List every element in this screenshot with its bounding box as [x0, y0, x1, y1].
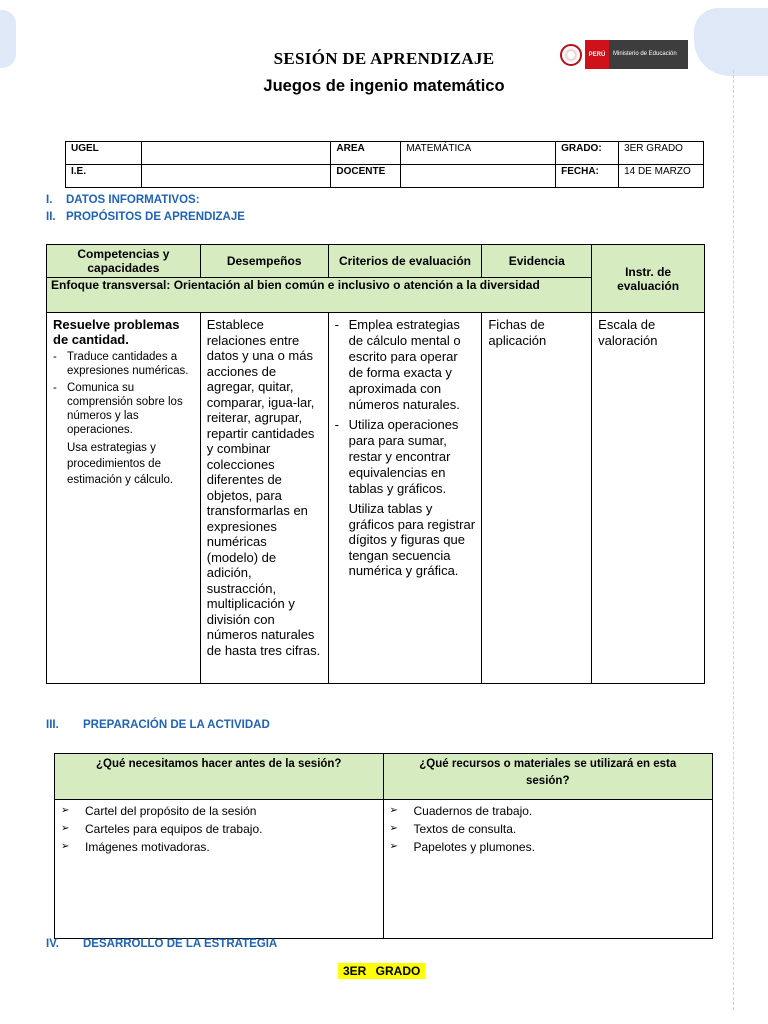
list-item: ➢ Imágenes motivadoras.: [61, 840, 210, 854]
arrow-bullet-icon: ➢: [389, 805, 398, 816]
list-item: ➢ Cuadernos de trabajo.: [389, 804, 533, 818]
ie-value: [141, 165, 330, 188]
section-title: DATOS INFORMATIVOS:: [66, 194, 200, 206]
section-number: IV.: [46, 938, 60, 950]
prep-header-before: ¿Qué necesitamos hacer antes de la sesión?: [55, 754, 384, 800]
list-item: ➢ Papelotes y plumones.: [389, 840, 535, 854]
prep-before-list: [55, 800, 384, 939]
list-item: - Utiliza operaciones para para sumar, restar y encontrar equivalencias en tablas y gráficos.: [334, 417, 459, 496]
list-item: - Traduce cantidades a expresiones numéricas.: [53, 351, 189, 377]
grado-value: 3ER GRADO: [619, 142, 704, 165]
header-competencias: Competencias y capacidades: [47, 245, 201, 278]
area-value: MATEMÁTICA: [401, 142, 556, 165]
instrumento-cell: Escala de valoración: [592, 313, 705, 684]
docente-label: DOCENTE: [331, 165, 401, 188]
ugel-label: UGEL: [66, 142, 142, 165]
arrow-bullet-icon: ➢: [389, 841, 398, 852]
list-item: - Emplea estrategias de cálculo mental o escrito para operar de forma exacta y aproximada con números naturales.: [334, 317, 461, 412]
section-number: I.: [46, 194, 53, 206]
section-number: II.: [46, 211, 56, 223]
page-margin-line: [733, 70, 734, 1010]
list-item: ➢ Carteles para equipos de trabajo.: [61, 822, 263, 836]
criterios-cell: [328, 313, 482, 684]
competencias-cell: [47, 313, 201, 684]
docente-value: [401, 165, 556, 188]
header-evidencia: Evidencia: [482, 245, 592, 278]
competencia-title: Resuelve problemas de cantidad.: [53, 317, 180, 347]
header-instrumento: Instr. de evaluación: [592, 245, 705, 313]
prep-header-resources: ¿Qué recursos o materiales se utilizará en esta sesión?: [383, 754, 713, 800]
section-title: DESARROLLO DE LA ESTRATEGIA: [83, 938, 278, 950]
section-title: PROPÓSITOS DE APRENDIZAJE: [66, 211, 245, 223]
logo-ministry: Ministerio de Educación: [609, 40, 688, 69]
purposes-table: [46, 244, 705, 684]
list-item: ➢ Textos de consulta.: [389, 822, 517, 836]
section-heading-3: [46, 719, 270, 731]
ie-label: I.E.: [66, 165, 142, 188]
section-heading-4: [46, 938, 277, 950]
preparation-table: [54, 753, 713, 939]
section-heading-2: [46, 211, 245, 223]
area-label: AREA: [331, 142, 401, 165]
info-table: [65, 141, 704, 188]
arrow-bullet-icon: ➢: [61, 805, 70, 816]
document-subtitle: Juegos de ingenio matemático: [263, 77, 505, 95]
header-desempenos: Desempeños: [200, 245, 328, 278]
evidencia-cell: Fichas de aplicación: [482, 313, 592, 684]
ugel-value: [141, 142, 330, 165]
arrow-bullet-icon: ➢: [61, 823, 70, 834]
section-heading-1: [46, 194, 200, 206]
grado-label: GRADO:: [556, 142, 619, 165]
coat-of-arms-icon: [560, 44, 582, 66]
section-title: PREPARACIÓN DE LA ACTIVIDAD: [83, 719, 270, 731]
logo-country: PERÚ: [585, 40, 609, 69]
enfoque-transversal: Enfoque transversal: Orientación al bien común e inclusivo o atención a la diversidad: [47, 278, 592, 313]
list-item: - Comunica su comprensión sobre los números y las operaciones.: [53, 382, 183, 436]
arrow-bullet-icon: ➢: [61, 841, 70, 852]
criterio-extra: Utiliza tablas y gráficos para registrar dígitos y figuras que tengan secuencia numérica y gráfica.: [348, 501, 476, 578]
fecha-value: 14 DE MARZO: [619, 165, 704, 188]
arrow-bullet-icon: ➢: [389, 823, 398, 834]
document-title: SESIÓN DE APRENDIZAJE: [273, 49, 495, 68]
header-criterios: Criterios de evaluación: [328, 245, 482, 278]
fecha-label: FECHA:: [556, 165, 619, 188]
capacidad-extra: Usa estrategias y procedimientos de estimación y cálculo.: [67, 442, 174, 486]
desempeno-cell: Establece relaciones entre datos y una o más acciones de agregar, quitar, comparar, igua-lar, reiterar, agrupar, repartir cantidades y combinar colecciones diferentes de objetos, para transformarlas en expresiones numéricas (modelo) de adición, sustracción, multiplicación y división con números naturales de hasta tres cifras.: [200, 313, 328, 684]
ministry-logo: [560, 40, 688, 69]
grade-highlight: 3ER GRADO: [338, 963, 425, 979]
list-item: ➢ Cartel del propósito de la sesión: [61, 804, 257, 818]
section-number: III.: [46, 719, 59, 731]
prep-resources-list: [383, 800, 713, 939]
